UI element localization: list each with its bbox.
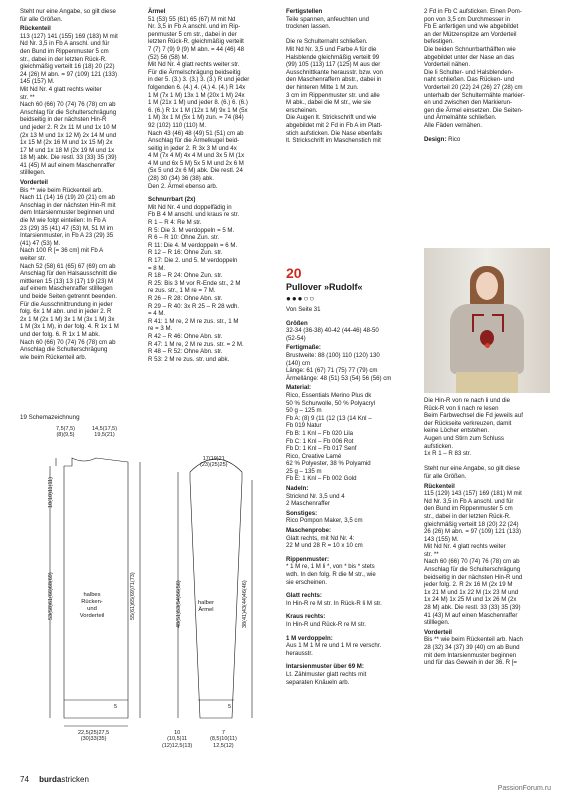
heading-maschenprobe: Maschenprobe: [286,527,332,535]
schema-title: 19 Schemazeichnung [20,414,80,421]
heading-schnurrbart: Schnurrbart (2x) [148,196,196,204]
pullover-photo [424,248,550,393]
heading-verdoppeln: 1 M verdoppeln: [286,634,333,642]
schema-body-top-right: 14,5(17,5) 19,5(21) [92,426,118,439]
column-1 [20,8,136,361]
rueckenteil-2-text: 115 (129) 143 (157) 169 (181) M mit Nd Nr. 3,5 in Fb A anschl. und für den Bund im Rippenmuster 5 cm str., dabei in der letzten Rück-R. gleichmäßig verteilt 18 (20) 22 (24) 26 (26) M abn. = 97 (109) 121 (133) 143 (155) M. Mit Nd Nr. 4 glatt rechts weiter str. ** Nach 60 (66) 70 (74) 76 (78) cm ab Anschlag für die Schulterschrägung beidseitig in der nächsten Hin-R und jeder folg. 2. R 2x 16 M (2x 19 M 1x 21 M und 1x 22 M (1x 23 M und 1x 24 M) 1x 25 M und 1x 26 M (2x 28 M) abk. Die restl. 33 (33) 35 (39) 41 (43) M auf einen Maschenraffer stilllegen. [424,490,523,627]
schnurrbart-text: Mit Nd Nr. 4 und doppelfädig in Fb B 4 M anschl. und kraus re str. R 1 – R 4: Re M str. R 5: Die 3. M verdoppeln = 5 M. R 6 – R 10: Ohne Zun. str. R 11: Die 4. M verdoppeln = 6 M. R 12 – R 16: Ohne Zun. str. R 17: Die 2. und 5. M verdoppeln = 8 M. R 18 – R 24: Ohne Zun. str. R 25: Bis 3 M vor R-Ende str., 2 M re zus. str., 1 M re = 7 M. R 26 – R 28: Ohne Abn. str. R 29 – R 40: 3x R 25 – R 28 wdh. = 4 M. R 41: 1 M re, 2 M re zus. str., 1 M re = 3 M. R 42 – R 46: Ohne Abn. str. R 47: 1 M re, 2 M re zus. str. = 2 M. R 48 – R 52: Ohne Abn. str. R 53: 2 M re zus. str. und abk. [148,203,244,363]
heading-vorderteil-2: Vorderteil [424,628,452,636]
heading-kraus-rechts: Kraus rechts: [286,613,326,621]
column-3-top [286,8,410,145]
intro-text: Steht nur eine Angabe, so gilt diese für alle Größen. [20,8,116,23]
design-value: Rico [448,135,461,143]
brand-rest: stricken [61,775,89,784]
heading-material: Material: [286,384,312,392]
heading-nadeln: Nadeln: [286,485,309,493]
schema-body-rib: 5 [114,704,118,710]
stock-text: In Hin-R re M str. In Rück-R li M str. [286,599,382,607]
schema-body-top-left: 7,5(7,5) (8)(9,5) [56,426,75,439]
difficulty-dots: ●●●○○ [286,294,316,303]
intarsia-text: Lt. Zählmuster glatt rechts mit separaten Knäueln arb. [286,670,367,686]
rib-text: * 1 M re, 1 M li *, von * bis * stets wdh. In den folg. R die M str., wie sie erscheinen. [286,563,376,586]
column-4-bottom [424,397,548,667]
schema-body-right-dim: 55(61)65(69)71(73) [130,572,136,620]
double-text: Aus 1 M 1 M re und 1 M re verschr. herausstr. [286,642,382,657]
gauge-text: Glatt rechts, mit Nd Nr. 4: 22 M und 28 R = 10 x 10 cm [286,534,363,550]
design-label: Design: [424,135,447,143]
vorderteil-text: Bis ** wie beim Rückenteil arb. Nach 11 (14) 16 (19) 20 (21) cm ab Anschlag in der nächsten Hin-R mit dem Intarsienmuster beginnen und die M wie folgt einteilen: In Fb A 23 (29) 35 (41) 47 (53) M, 51 M im Intarsienmuster, in Fb A 23 (29) 35 (41) 47 (53) M. Nach 100 R [= 36 cm] mit Fb A weiter str. Nach 52 (58) 61 (65) 67 (69) cm ab Anschlag für den Halsausschnitt die mittleren 15 (13) 13 (17) 19 (23) M auf einem Maschenraffer stilllegen und beide Seiten getrennt beenden. Für die Ausschnittrundung in jeder folg. 6x 1 M abn. und in jeder 2. R 2x 1 M (2x 1 M) 3x 1 M (3x 1 M) 3x 1 M (3x 1 M), in der folg. 4. R 1x 1 M und der folg. 6. R 1x 1 M abk. Nach 60 (66) 70 (74) 76 (78) cm ab Anschlag die Schulterschrägung wie beim Rückenteil arb. [20,186,119,361]
rueckenteil-text: 113 (127) 141 (155) 169 (183) M mit Nd Nr. 3,5 in Fb A anschl. und für den Bund im Rippenmuster 5 cm str., dabei in der letzten Rück-R. gleichmäßig verteilt 16 (18) 20 (22) 24 (26) M abn. = 97 (109) 121 (133) 145 (157) M. Mit Nd Nr. 4 glatt rechts weiter str. ** Nach 60 (66) 70 (74) 76 (78) cm ab Anschlag für die Schulterschrägung beidseitig in der nächsten Hin-R und jeder 2. R 2x 11 M und 1x 10 M (2x 13 M und 1x 12 M) 2x 14 M und 1x 15 M (2x 16 M und 1x 15 M) 2x 17 M und 1x 18 M (2x 19 M und 1x 18 M) abk. Die restl. 33 (33) 35 (39) 41 (45) M auf einem Maschenraffer stilllegen. [20,32,118,177]
schema-sleeve-label: halber Ärmel [197,600,215,613]
chart-reading-text: Die Hin-R von re nach li und die Rück-R von li nach re lesen Beim Farbwechsel die Fd jeweils auf der Rückseite verkreuzen, damit keine Löcher entstehen. Augen und Stirn zum Schluss aufsticken. 1x R 1 – R 83 str. Steht nur eine Angabe, so gilt diese für alle Größen. [424,397,523,480]
column-4-top [424,8,548,143]
measure-text: Brustweite: 88 (100) 110 (120) 130 (140) cm Länge: 61 (67) 71 (75) 77 (79) cm Ärmellänge: 48 (51) 53 (54) 56 (56) cm [286,351,392,382]
column-2 [148,8,270,363]
page-footer [20,775,89,784]
heading-groessen: Größen [286,319,308,327]
aermel-text: 51 (53) 55 (61) 65 (67) M mit Nd Nr. 3,5 in Fb A anschl. und im Rip- penmuster 5 cm str., dabei in der letzten Rück-R. gleichmäßig verteilt 7 (7) 7 (9) 9 (9) M abn. = 44 (46) 48 (52) 56 (58) M. Mit Nd Nr. 4 glatt rechts weiter str. Für die Ärmelschrägung beidseitig in der 5. (3.) 3. (3.) 3. (3.) R und jeder folgenden 6. (4.) 4. (4.) 4. (4.) R 14x 1 M (7x 1 M) 13x 1 M (20x 1 M) 24x 1 M (21x 1 M) und jeder 8. (6.) 6. (6.) 6. (6.) R 1x 1 M (12x 1 M) 9x 1 M (5x 1 M) 3x 1 M (5x 1 M) zun. = 74 (84) 92 (102) 110 (110) M. Nach 43 (46) 48 (49) 51 (51) cm ab Anschlag für die Ärmelkugel beid- seitig in jeder 2. R 3x 3 M und 4x 4 M (7x 4 M) 4x 4 M und 3x 5 M (1x 4 M und 6x 5 M) 5x 5 M und 2x 6 M (5x 5 und 2x 6 M) abk. Die restl. 24 (28) 30 (34) 36 (38) abk. Den 2. Ärmel ebenso arb. [148,15,250,190]
heading-rippenmuster: Rippenmuster: [286,555,329,563]
heading-aermel: Ärmel [148,8,166,15]
schema-sleeve-bottom-left: 10 (10,5)11 (12)12,5(13) [162,730,193,749]
brand-bold: burda [39,775,62,784]
vorderteil-2-text: Bis ** wie beim Rückenteil arb. Nach 28 (32) 34 (37) 39 (40) cm ab Bund mit dem Intarsienmuster beginnen und für das Geweih in der 36. R [= [424,636,523,667]
schema-sleeve-left-dim: 48(51)53(54)56(56) [176,580,182,628]
schema-sleeve-bottom-right: 7 (8,5)10(11) 12,5(12) [210,730,237,749]
schema-sleeve-rib: 5 [228,704,232,710]
garter-text: In Hin-R und Rück-R re M str. [286,620,366,628]
column-3-bottom [286,306,410,686]
pattern-number: 20 [286,265,302,281]
sizes-text: 32-34 (36-38) 40-42 (44-46) 48-50 (52-54) [286,327,379,342]
page-reference: Von Seite 31 [286,306,321,313]
needles-text: Stricknd Nr. 3,5 und 4 2 Maschenraffer [286,492,345,508]
schema-body-label: halbes Rücken- und Vorderteil [79,592,105,619]
watermark: PassionForum.ru [497,785,551,792]
heading-fertigmasse: Fertigmaße: [286,344,321,352]
material-text: Rico, Essentials Merino Plus dk 50 % Schurwolle, 50 % Polyacryl 50 g – 125 m Fb A: (8) 9 (11 (12 (13 (14 Knl – Fb 019 Natur Fb B: 1 Knl – Fb 020 Lila Fb C: 1 Knl – Fb 006 Rot Fb D: 1 Knl – Fb 017 Senf Rico, Creative Lamé 62 % Polyester, 38 % Polyamid 25 g – 135 m Fb E: 1 Knl – Fb 002 Gold [286,391,376,483]
schema-sleeve-right-dim: 38(41)43(44)46(46) [242,580,248,628]
pattern-title: Pullover »Rudolf« [286,282,363,292]
heading-sonstiges: Sonstiges: [286,509,318,517]
heading-rueckenteil-2: Rückenteil [424,482,455,490]
heading-rueckenteil: Rückenteil [20,25,51,33]
heading-glatt-rechts: Glatt rechts: [286,592,322,600]
heading-intarsienmuster: Intarsienmuster über 69 M: [286,663,364,671]
fertigstellen-text: Teile spannen, anfeuchten und trocknen lassen. Die re Schulternaht schließen. Mit Nd Nr. 3,5 und Farbe A für die Halsblende gleichmäßig verteilt 99 (99) 105 (113) 117 (125) M aus der Ausschnittkante herausstr. bzw. von den Maschenraffern abstr., dabei in der hinteren Mitte 1 M zun. 3 cm im Rippenmuster str. und alle M abk., dabei die M str., wie sie erscheinen. Die Augen lt. Strickschrift und wie abgebildet mit 2 Fd in Fb A im Platt- stich aufsticken. Die Nase ebenfalls lt. Strickschrift im Maschenstich mit [286,15,383,145]
other-text: Rico Pompon Maker, 3,5 cm [286,517,363,525]
schema-sleeve-top: 17(19)21 (23)(25)25) [200,456,228,469]
heading-fertigstellen: Fertigstellen [286,8,323,15]
schema-body-left-top: 10(10)11(11) [48,477,54,508]
schema-body-left-dim: 53(58)61(66)68(69) [48,572,54,620]
schema-body-bottom: 22,5(25)27,5 (30)33(35) [78,730,110,743]
page-number: 74 [20,775,29,784]
finishing-continued-text: 2 Fd in Fb C aufsticken. Einen Pom- pon von 3,5 cm Durchmesser in Fb E anfertigen und wie abgebildet an der Mützenspitze am Vorderteil befestigen. Die beiden Schnurrbarthälften wie abgebildet unter der Nase an das Vorderteil nähen. Die li Schulter- und Halsblenden- naht schließen. Das Rücken- und Vorderteil 20 (22) 24 (26) 27 (28) cm unterhalb der Schultermähte markier- en und zwischen den Markierun- gen die Ärmel einsetzen. Die Seiten- und Ärmelnähte schließen. Alle Fäden vernähen. [424,8,525,129]
heading-vorderteil: Vorderteil [20,179,48,187]
